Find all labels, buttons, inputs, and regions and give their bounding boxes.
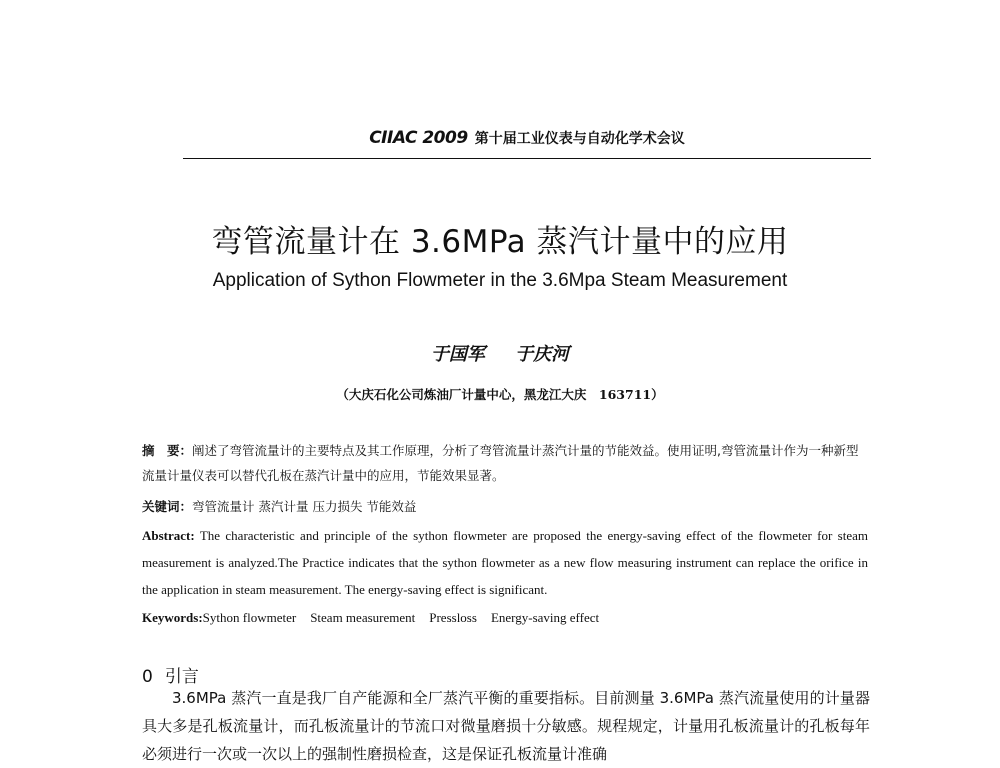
abstract-cn-text: 阐述了弯管流量计的主要特点及其工作原理，分析了弯管流量计蒸汽计量的节能效益。使用证明,弯管流量计作为一种新型流量计量仪表可以替代孔板在蒸汽计量中的应用，节能效果显著。 <box>142 443 859 483</box>
abstract-en-label: Abstract: <box>142 528 195 543</box>
author-name: 于庆河 <box>515 344 570 365</box>
abstract-cn <box>142 438 868 488</box>
abstract-en-text: The characteristic and principle of the sython flowmeter are proposed the energy-saving effect of the flowmeter for steam measurement is analyzed.The Practice indicates that the sython flowmeter as a new flow measuring instrument can replace the orifice in the application in steam measurement. The energy-saving effect is significant. <box>142 528 868 597</box>
affiliation: （大庆石化公司炼油厂计量中心，黑龙江大庆 163711） <box>336 387 664 402</box>
keywords-cn-text: 弯管流量计 蒸汽计量 压力损失 节能效益 <box>192 499 417 514</box>
conference-name: 第十届工业仪表与自动化学术会议 <box>474 131 685 147</box>
section-title: 引言 <box>164 667 199 687</box>
abstract-cn-label: 摘 要： <box>142 443 193 458</box>
keywords-en <box>142 605 868 630</box>
keyword-item: Energy-saving effect <box>490 610 600 625</box>
keywords-cn <box>142 494 868 519</box>
paper-title-cn: 弯管流量计在 3.6MPa 蒸汽计量中的应用 <box>211 224 789 260</box>
body-paragraph: 3.6MPa 蒸汽一直是我厂自产能源和全厂蒸汽平衡的重要指标。目前测量 3.6MPa 蒸汽流量使用的计量器具大多是孔板流量计，而孔板流量计的节流口对微量磨损十分敏感。规程规定，计量用孔板流量计的孔板每年必须进行一次或一次以上的强制性磨损检查，这是保证孔板流量计准确 <box>142 689 870 763</box>
keyword-item: Steam measurement <box>310 610 416 625</box>
abstract-en <box>142 522 868 603</box>
keywords-en-label: Keywords: <box>142 610 203 625</box>
author-name: 于国军 <box>430 344 485 365</box>
keyword-item: Pressloss <box>429 610 477 625</box>
keyword-item: Sython flowmeter <box>202 610 297 625</box>
author-list <box>0 340 1000 366</box>
conference-header <box>183 128 871 159</box>
paper-title-en: Application of Sython Flowmeter in the 3.6Mpa Steam Measurement <box>212 270 788 291</box>
section-number: 0 <box>142 667 153 687</box>
conference-logo: CIIAC 2009 <box>369 128 468 148</box>
keywords-cn-label: 关键词： <box>142 499 193 514</box>
